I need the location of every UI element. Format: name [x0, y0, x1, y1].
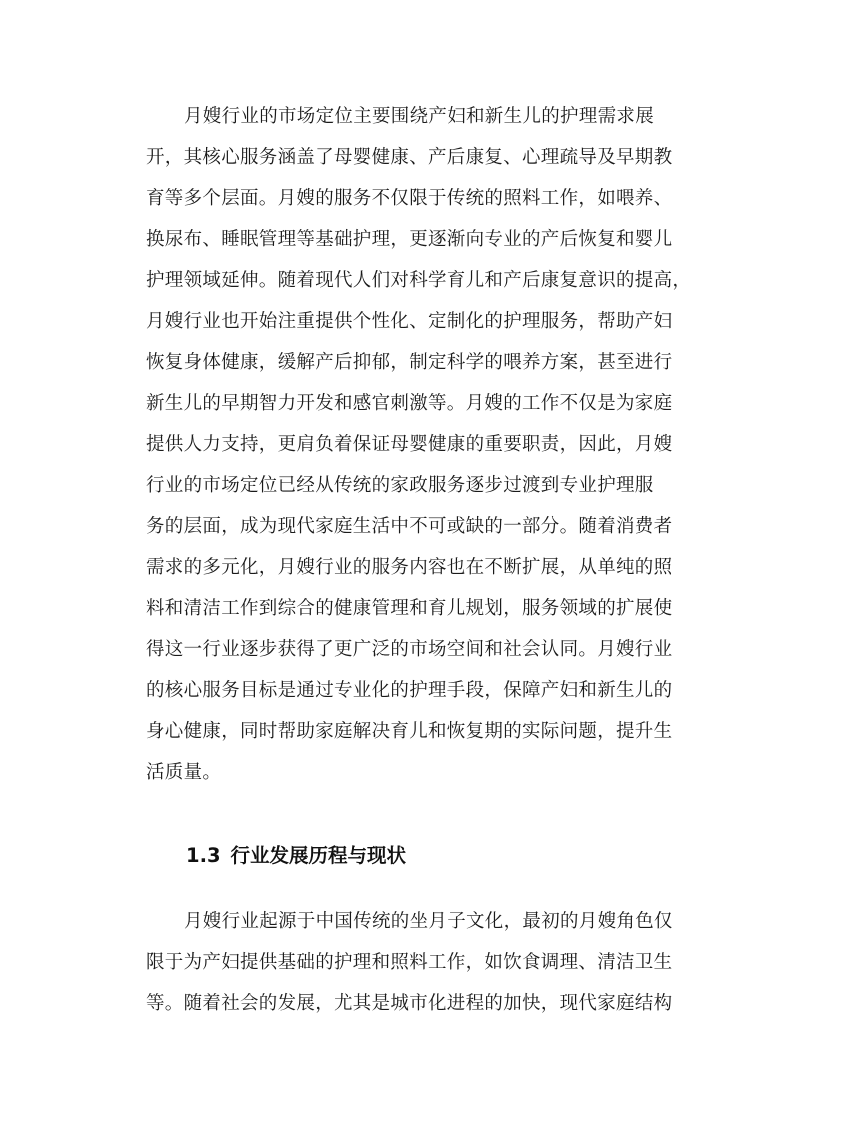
- text-line: 身心健康，同时帮助家庭解决育儿和恢复期的实际问题，提升生: [146, 721, 673, 742]
- text-line: 月嫂行业起源于中国传统的坐月子文化，最初的月嫂角色仅: [184, 911, 673, 932]
- section-number: 1.3: [186, 844, 221, 867]
- text-line: 开，其核心服务涵盖了母婴健康、产后康复、心理疏导及早期教: [146, 147, 673, 168]
- text-line: 恢复身体健康，缓解产后抑郁，制定科学的喂养方案，甚至进行: [146, 352, 673, 373]
- text-line: 护理领域延伸。随着现代人们对科学育儿和产后康复意识的提高，: [146, 270, 692, 291]
- text-line: 限于为产妇提供基础的护理和照料工作，如饮食调理、清洁卫生: [146, 952, 673, 973]
- section-title: 行业发展历程与现状: [230, 844, 407, 867]
- text-line: 月嫂行业的市场定位主要围绕产妇和新生儿的护理需求展: [184, 106, 655, 127]
- text-line: 育等多个层面。月嫂的服务不仅限于传统的照料工作，如喂养、: [146, 188, 673, 209]
- text-line: 换尿布、睡眠管理等基础护理，更逐渐向专业的产后恢复和婴儿: [146, 229, 673, 250]
- text-line: 需求的多元化，月嫂行业的服务内容也在不断扩展，从单纯的照: [146, 557, 673, 578]
- text-line: 务的层面，成为现代家庭生活中不可或缺的一部分。随着消费者: [146, 516, 673, 537]
- text-line: 料和清洁工作到综合的健康管理和育儿规划，服务领域的扩展使: [146, 598, 673, 619]
- text-line: 提供人力支持，更肩负着保证母婴健康的重要职责，因此，月嫂: [146, 434, 673, 455]
- text-line: 活质量。: [146, 762, 222, 783]
- text-line: 得这一行业逐步获得了更广泛的市场空间和社会认同。月嫂行业: [146, 639, 673, 660]
- text-line: 等。随着社会的发展，尤其是城市化进程的加快，现代家庭结构: [146, 993, 673, 1014]
- text-line: 新生儿的早期智力开发和感官刺激等。月嫂的工作不仅是为家庭: [146, 393, 673, 414]
- text-line: 月嫂行业也开始注重提供个性化、定制化的护理服务，帮助产妇: [146, 311, 673, 332]
- section-heading: [186, 843, 406, 869]
- text-line: 的核心服务目标是通过专业化的护理手段，保障产妇和新生儿的: [146, 680, 673, 701]
- text-line: 行业的市场定位已经从传统的家政服务逐步过渡到专业护理服: [146, 475, 654, 496]
